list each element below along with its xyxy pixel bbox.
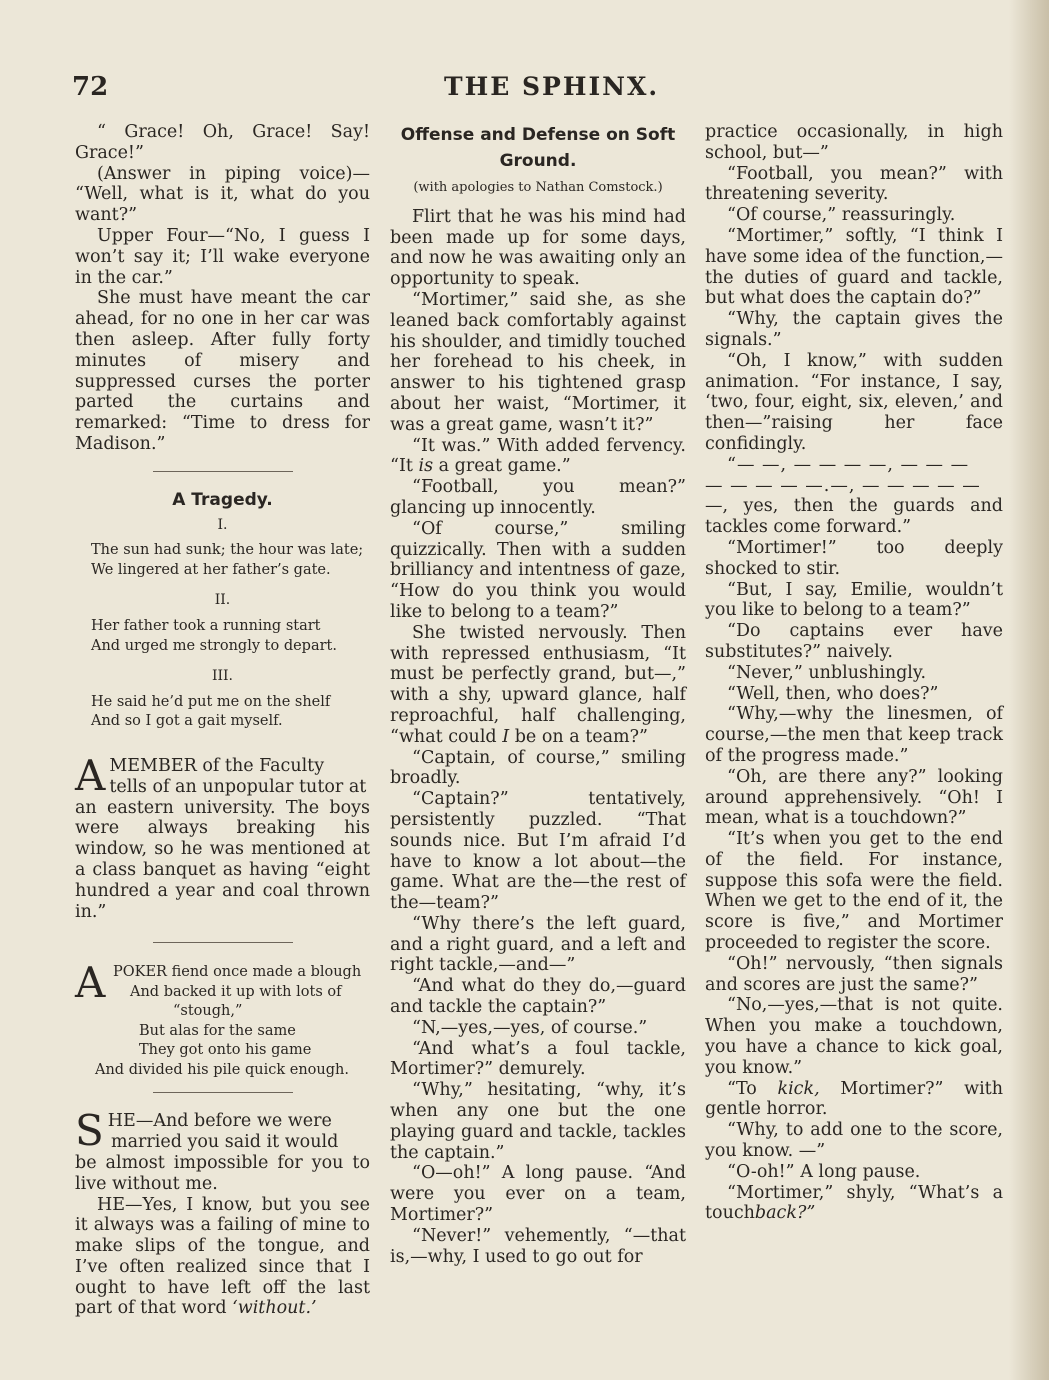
verse-line: The sun had sunk; the hour was late; bbox=[91, 542, 364, 559]
drop-cap: A bbox=[75, 750, 106, 800]
paragraph bbox=[705, 1183, 1003, 1225]
paragraph: She must have meant the car ahead, for no one in her car was then asleep. After fully forty minutes of misery and suppressed curses the porter parted the curtains and remarked: “Time to dress for Madison.” bbox=[75, 288, 370, 454]
article-subtitle: (with apologies to Nathan Comstock.) bbox=[413, 180, 663, 195]
paragraph: “Never,” unblushingly. bbox=[727, 662, 927, 683]
paragraph: “Oh, are there any?” looking around apprehensively. “Oh! I mean, what is a touchdown?” bbox=[705, 766, 1003, 829]
paragraph: “Captain?” tentatively, persistently puzzled. “That sounds nice. But I’m afraid I’d have to know a lot about—the game. What are the—the rest of the—team?” bbox=[390, 789, 686, 914]
column-left bbox=[75, 122, 370, 1319]
column-middle bbox=[390, 122, 686, 1267]
paragraph-line: MEMBER of the Faculty bbox=[109, 755, 325, 776]
poem-tragedy bbox=[75, 490, 370, 732]
running-head: THE SPHINX. bbox=[444, 72, 660, 101]
paragraph: (Answer in piping voice)— “Well, what is it, what do you want?” bbox=[75, 163, 370, 226]
paragraph: “Mortimer!” too deeply shocked to stir. bbox=[705, 537, 1003, 579]
verse-line: We lingered at her father’s gate. bbox=[91, 561, 331, 578]
speaker: HE bbox=[97, 1194, 126, 1215]
paragraph: be almost impossible for you to live without me. bbox=[75, 1152, 370, 1194]
page-edge-shadow bbox=[1009, 0, 1049, 1380]
verse-line: They got onto his game bbox=[139, 1042, 312, 1059]
paragraph: “Well, then, who does?” bbox=[727, 683, 939, 704]
paragraph bbox=[390, 436, 686, 478]
paragraph: “Why,—why the linesmen, of course,—the men that keep track of the progress made.” bbox=[705, 704, 1003, 766]
verse-line: He said he’d put me on the shelf bbox=[91, 693, 331, 710]
text-run: Mortimer?” with gentle horror. bbox=[705, 1078, 1003, 1120]
paragraph: “Why, to add one to the score, you know. —” bbox=[705, 1120, 1003, 1162]
paragraph: “Why, the captain gives the signals.” bbox=[705, 309, 1003, 350]
paragraph: “Oh, I know,” with sudden animation. “For instance, I say, ‘two, four, eight, six, eleven,’ and then—”raising her face confidingly. bbox=[705, 350, 1003, 454]
divider bbox=[153, 1092, 293, 1093]
paragraph-line: tells of an unpopular tutor at bbox=[109, 776, 367, 797]
divider bbox=[153, 471, 293, 472]
paragraph: “Never!” vehemently, “—that is,—why, I used to go out for bbox=[390, 1225, 686, 1267]
paragraph: an eastern university. The boys were always breaking his window, so he was mentioned at a class banquet as having “eight hundred a year and coal thrown in.” bbox=[75, 797, 370, 922]
text-run: “To bbox=[727, 1078, 757, 1099]
paragraph bbox=[390, 623, 686, 748]
stanza-number: III. bbox=[211, 668, 234, 685]
dash-line: “— —, — — — —, — — — bbox=[727, 454, 970, 475]
divider bbox=[153, 942, 293, 943]
paragraph: “And what’s a foul tackle, Mortimer?” demurely. bbox=[390, 1038, 686, 1080]
verse-line: Her father took a running start bbox=[91, 618, 321, 635]
paragraph: “No,—yes,—that is not quite. When you make a touchdown, you have a chance to kick goal, you know.” bbox=[705, 995, 1003, 1078]
verse-line: And urged me strongly to depart. bbox=[91, 637, 337, 654]
page-number: 72 bbox=[72, 72, 109, 102]
paragraph: “Football, you mean?” glancing up innocently. bbox=[390, 477, 686, 518]
paragraph-line: married you said it would bbox=[111, 1132, 339, 1153]
paragraph: “Mortimer,” said she, as she leaned back comfortably against his shoulder, and timidly touched her forehead to his cheek, in answer to his tightened grasp about her waist, “Mortimer, it was a great game, wasn’t it?” bbox=[390, 289, 686, 435]
paragraph bbox=[75, 1195, 370, 1320]
paragraph: “It’s when you get to the end of the field. For instance, suppose this sofa were the field. When we get to the end of it, the score is five,” and Mortimer proceeded to register the score. bbox=[705, 829, 1003, 954]
italic-word: kick, bbox=[777, 1078, 820, 1099]
verse-line: And backed it up with lots of bbox=[130, 983, 342, 1000]
drop-cap: S bbox=[75, 1106, 104, 1156]
paragraph: “ Grace! Oh, Grace! Say! Grace!” bbox=[75, 122, 370, 163]
paragraph: “Why,” hesitating, “why, it’s when any one but the one playing guard and tackle, tackles the captain.” bbox=[390, 1080, 686, 1163]
text-run: be on a team?” bbox=[514, 726, 648, 747]
stanza bbox=[91, 617, 370, 656]
italic-word: ‘without.’ bbox=[232, 1298, 317, 1319]
paragraph: “Mortimer,” softly, “I think I have some idea of the function,—the duties of guard and tackle, but what does the captain do?” bbox=[705, 225, 1003, 309]
paragraph: “Do captains ever have substitutes?” naively. bbox=[705, 621, 1003, 662]
paragraph: “But, I say, Emilie, wouldn’t you like to belong to a team?” bbox=[705, 579, 1003, 621]
stanza-number: II. bbox=[214, 592, 231, 609]
paragraph: “Captain, of course,” smiling broadly. bbox=[390, 747, 686, 789]
italic-word: back?” bbox=[754, 1203, 816, 1224]
drop-cap: A bbox=[75, 958, 106, 1008]
stanza-number: I. bbox=[217, 516, 228, 533]
paragraph: “Of course,” smiling quizzically. Then with a sudden brilliancy and intentness of gaze, “How do you think you would like to belong to a team?” bbox=[390, 518, 686, 622]
paragraph: Upper Four—“No, I guess I won’t say it; I’ll wake everyone in the car.” bbox=[75, 225, 370, 288]
anecdote-she bbox=[75, 1106, 370, 1319]
stanza bbox=[91, 693, 370, 732]
text-run: “It was.” With added fervency. “It bbox=[390, 435, 686, 477]
anecdote-member bbox=[75, 750, 370, 922]
dash-line: — — — — —.—, — — — — — bbox=[705, 475, 981, 496]
verse-line: And so I got a gait myself. bbox=[91, 713, 283, 730]
verse-line: But alas for the same bbox=[139, 1022, 296, 1039]
paragraph: “Of course,” reassuringly. bbox=[727, 205, 956, 226]
paragraph bbox=[705, 1079, 1003, 1121]
paragraph: “Why there’s the left guard, and a right guard, and a left and right tackle,—and—” bbox=[390, 913, 686, 976]
stanza bbox=[91, 541, 370, 580]
paragraph: “O—oh!” A long pause. “And were you ever on a team, Mortimer?” bbox=[390, 1163, 686, 1226]
italic-word: is bbox=[418, 456, 434, 477]
dialogue: —Yes, I know, but you see it always was a failing of mine to make slips of the tongue, and I’ve often realized since that I ought to have left off the last part of that word bbox=[75, 1194, 370, 1319]
paragraph: “O-oh!” A long pause. bbox=[727, 1161, 921, 1182]
verse-line: POKER fiend once made a blough bbox=[113, 964, 362, 981]
paragraph: “And what do they do,—guard and tackle the captain?” bbox=[390, 976, 686, 1018]
text-run: She twisted nervously. Then with repressed enthusiasm, “It must be perfectly grand, but—,” with a shy, upward glance, half reproachful, half challenging, “what could bbox=[390, 622, 686, 747]
paragraph: —, yes, then the guards and tackles come forward.” bbox=[705, 496, 1003, 538]
text-run: a great game.” bbox=[438, 456, 571, 477]
italic-word: I bbox=[502, 726, 510, 747]
verse-line: And divided his pile quick enough. bbox=[95, 1061, 349, 1078]
paragraph: “N,—yes,—yes, of course.” bbox=[412, 1017, 648, 1038]
column-right bbox=[705, 122, 1003, 1224]
paragraph: “Oh!” nervously, “then signals and scores are just the same?” bbox=[705, 953, 1003, 995]
verse-line: “stough,” bbox=[173, 1003, 243, 1020]
poem-title: A Tragedy. bbox=[172, 489, 273, 510]
paragraph: practice occasionally, in high school, but—” bbox=[705, 122, 1003, 163]
poem-poker bbox=[75, 958, 370, 1080]
paragraph: Flirt that he was his mind had been made up for some days, and now he was awaiting only an opportunity to speak. bbox=[390, 206, 686, 290]
article-title: Offense and Defense on Soft Ground. bbox=[400, 125, 676, 171]
text-run: “Mortimer,” shyly, “What’s a touch bbox=[705, 1182, 1003, 1224]
paragraph-line: HE—And before we were bbox=[107, 1111, 332, 1132]
paragraph: “Football, you mean?” with threatening severity. bbox=[705, 163, 1003, 205]
